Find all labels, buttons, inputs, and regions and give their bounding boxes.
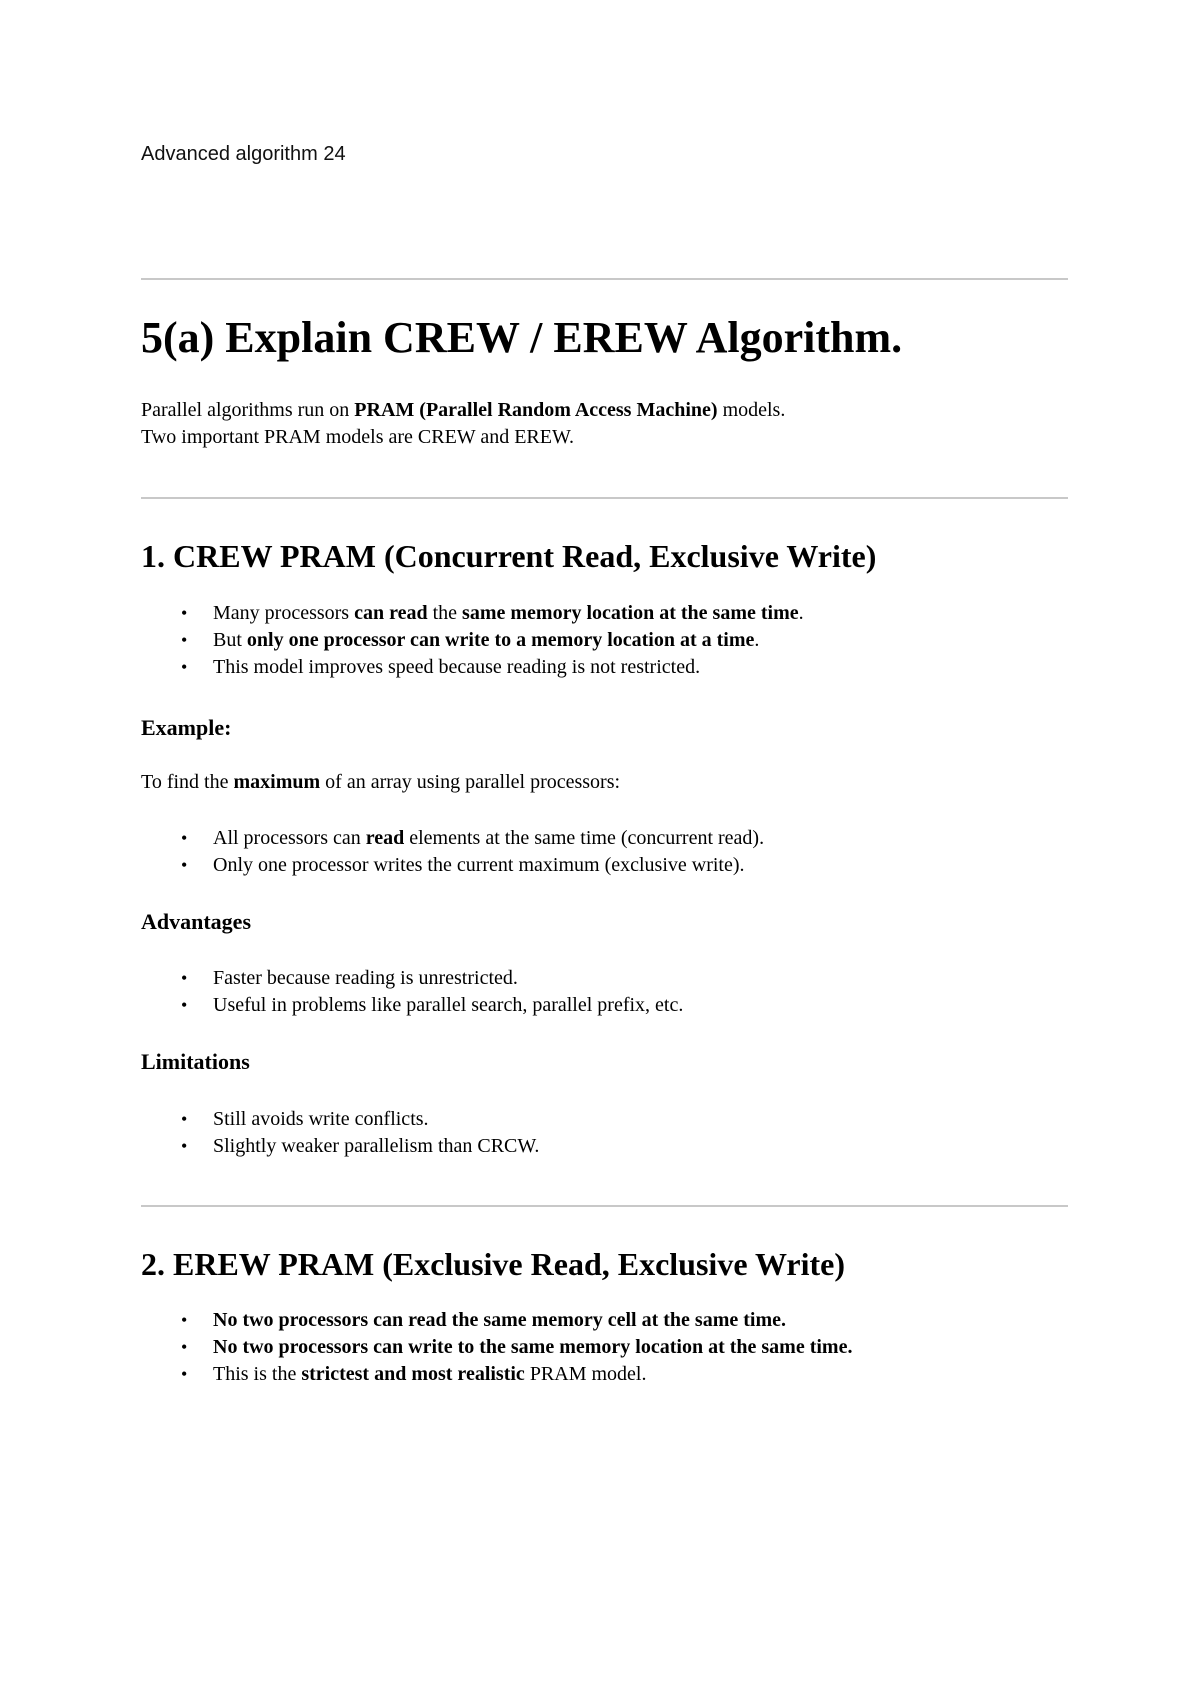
example-paragraph	[141, 769, 620, 796]
bullet-icon: •	[181, 1337, 188, 1357]
bold-text: read	[365, 827, 405, 849]
example-heading: Example:	[141, 715, 232, 740]
list-item	[141, 965, 683, 992]
text: .	[754, 629, 760, 651]
list-item	[141, 1334, 852, 1361]
divider	[141, 278, 1068, 280]
text: .	[798, 602, 804, 624]
intro-paragraph	[141, 397, 785, 451]
bullet-icon: •	[181, 630, 188, 650]
text: Slightly weaker parallelism than CRCW.	[213, 1135, 540, 1157]
bullet-icon: •	[181, 1136, 188, 1156]
bullet-icon: •	[181, 657, 188, 677]
list-item	[141, 654, 804, 681]
text: Useful in problems like parallel search, parallel prefix, etc.	[213, 994, 684, 1016]
divider	[141, 497, 1068, 499]
list-item	[141, 825, 764, 852]
bold-text: can read	[354, 602, 428, 624]
bold-text: No two processors can read the same memory cell at the same time.	[213, 1309, 786, 1331]
list-item	[141, 627, 804, 654]
text: Faster because reading is unrestricted.	[213, 967, 518, 989]
text: This model improves speed because reading is not restricted.	[213, 656, 701, 678]
bullet-icon: •	[181, 828, 188, 848]
list-item	[141, 992, 683, 1019]
bullet-icon: •	[181, 1364, 188, 1384]
advantages-list	[141, 965, 683, 1019]
text: But	[213, 629, 247, 651]
list-item	[141, 1133, 539, 1160]
example-bullet-list	[141, 825, 764, 879]
list-item	[141, 1361, 852, 1388]
text: Many processors	[213, 602, 355, 624]
text: Only one processor writes the current maximum (exclusive write).	[213, 854, 745, 876]
erew-heading: 2. EREW PRAM (Exclusive Read, Exclusive Write)	[141, 1246, 845, 1282]
bullet-icon: •	[181, 855, 188, 875]
list-item	[141, 600, 804, 627]
advantages-heading: Advantages	[141, 909, 252, 934]
divider	[141, 1205, 1068, 1207]
text: This is the	[213, 1363, 302, 1385]
crew-bullet-list	[141, 600, 804, 681]
bullet-icon: •	[181, 1310, 188, 1330]
bullet-icon: •	[181, 603, 188, 623]
text: PRAM model.	[524, 1363, 647, 1385]
bold-text: No two processors can write to the same memory location at the same time.	[213, 1336, 853, 1358]
text: the	[427, 602, 463, 624]
bold-text: only one processor can write to a memory location at a time	[246, 629, 755, 651]
text: elements at the same time (concurrent read).	[404, 827, 765, 849]
text: Still avoids write conflicts.	[213, 1108, 429, 1130]
bold-text: maximum	[233, 771, 321, 793]
limitations-list	[141, 1106, 539, 1160]
limitations-heading: Limitations	[141, 1049, 250, 1074]
text: All processors can	[213, 827, 366, 849]
page-title: 5(a) Explain CREW / EREW Algorithm.	[141, 313, 903, 362]
erew-bullet-list	[141, 1307, 852, 1388]
list-item	[141, 1106, 539, 1133]
intro-text: models.	[717, 399, 786, 421]
page-header: Advanced algorithm 24	[141, 143, 346, 165]
bullet-icon: •	[181, 995, 188, 1015]
bullet-icon: •	[181, 1109, 188, 1129]
bullet-icon: •	[181, 968, 188, 988]
list-item	[141, 1307, 852, 1334]
bold-text: same memory location at the same time	[462, 602, 799, 624]
text: of an array using parallel processors:	[320, 771, 621, 793]
crew-heading: 1. CREW PRAM (Concurrent Read, Exclusive Write)	[141, 538, 877, 574]
intro-bold: PRAM (Parallel Random Access Machine)	[354, 399, 718, 421]
intro-text: Parallel algorithms run on	[141, 399, 355, 421]
list-item	[141, 852, 764, 879]
intro-text: Two important PRAM models are CREW and EREW.	[141, 426, 575, 448]
text: To find the	[141, 771, 234, 793]
bold-text: strictest and most realistic	[301, 1363, 525, 1385]
